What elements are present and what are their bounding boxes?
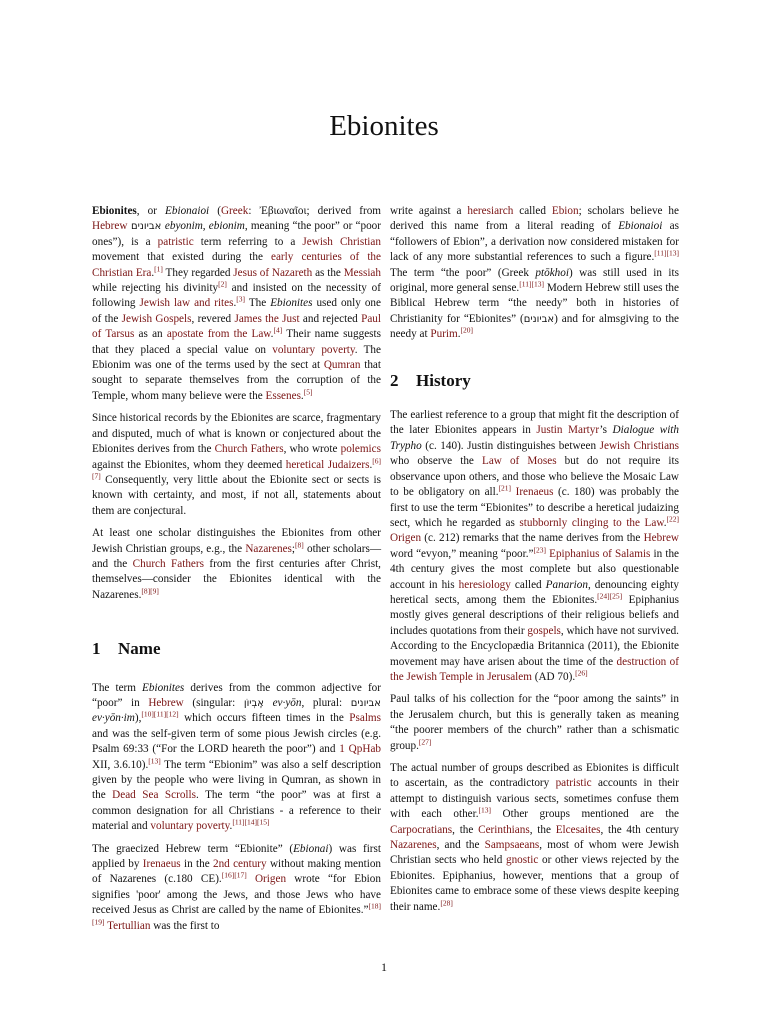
text: against the Ebionites, whom they deemed [92,458,286,471]
link-purim[interactable]: Purim [430,328,458,341]
link-apostate[interactable]: apostate from the Law [166,328,271,341]
text: . [233,297,237,310]
text: . [229,820,233,833]
text-italic: Dialogue with Trypho [390,424,679,452]
history-paragraph-1 [390,408,679,685]
text: They regarded [162,266,234,279]
text: derives from the common adjective for “poor” in [92,681,381,709]
link-dead-sea-scrolls[interactable]: Dead Sea Scrolls [112,789,196,802]
text: Since historical records by the Ebionites are scarce, fragmentary and disputed, much of what is known or conjectured about the Ebionites derives from the [92,412,381,456]
section-number: 2 [390,370,399,390]
citation[interactable]: [2] [218,279,227,289]
text: . [300,389,304,402]
text: without making mention of Nazarenes (c.180 CE). [92,858,382,886]
link-early-centuries[interactable]: early centuries of the Christian Era [92,251,381,279]
term-bold: Ebionites [92,205,137,217]
link-jewish-christians[interactable]: Jewish Christians [599,439,680,452]
text: , the [452,823,479,836]
link-sampsaeans[interactable]: Sampsaeans [484,839,540,852]
link-elcesaites[interactable]: Elcesaites [555,823,601,836]
text-italic: Ebionites [142,681,185,694]
text: , which have not survived. According to the Encyclopædia Britannica (2011), the Ebionite movement may have arisen about the time of the [390,624,679,668]
text: The graecized Hebrew term “Ebionite” ( [92,842,294,855]
page-title: Ebionites [329,110,439,142]
text: , denouncing eighty heretical sects, among them the Ebionites. [390,578,679,606]
citation[interactable]: [8] [295,539,304,549]
link-cerinthians[interactable]: Cerinthians [478,823,530,836]
text: which occurs fifteen times in the [178,712,350,725]
text: term referring to a [193,235,303,248]
citation[interactable]: [26] [575,668,588,678]
link-carpocratians[interactable]: Carpocratians [390,823,453,836]
text: . [270,328,274,341]
text: ) was first applied by [92,842,381,871]
text: and was the self-given term of some pious Jewish circles (e.g. Psalm 69:33 (“For the LORD heareth the poor”) and [92,727,381,756]
hebrew-text: אֶבְיוֹן [243,697,264,709]
link-tertullian[interactable]: Tertullian [107,919,151,932]
citation[interactable]: [23] [533,544,547,554]
text: . [663,516,667,529]
text: Modern Hebrew still uses the Biblical Hebrew term “the needy” both in histories of Christianity for “Ebionites” ( [390,282,679,325]
link-patristic[interactable]: patristic [157,235,194,248]
citation[interactable]: [21] [498,483,512,493]
text: The term “the poor” (Greek [390,266,536,279]
text-italic: ev·yōn [264,696,302,709]
link-stubbornly-clinging[interactable]: stubbornly clinging to the Law [519,516,664,529]
text-italic: Ebionaioi [165,205,210,217]
text-italic: Ebionai [293,842,329,855]
section-number: 1 [92,639,101,659]
text: ’s [599,424,613,437]
text-italic: Ebionites [270,297,313,310]
text: , who wrote [283,443,341,456]
link-polemics[interactable]: polemics [340,443,381,456]
link-gospels[interactable]: gospels [527,624,561,637]
text: who observe the [390,455,482,468]
link-irenaeus[interactable]: Irenaeus [142,858,181,871]
text: At least one scholar distinguishes the Ebionites from other Jewish Christian groups, e.g., the [92,527,381,555]
text: that sought to separate themselves from the corruption of the Temple, whom many believe were the [92,359,381,402]
link-heresiarch[interactable]: heresiarch [467,205,514,217]
citation[interactable]: [20] [460,325,474,335]
text: Their name suggests that they placed a special value on [92,328,381,356]
link-heretical-judaizers[interactable]: heretical Judaizers [285,458,370,471]
text: used only one of the [92,297,381,325]
text: movement that existed during the [92,251,271,264]
text: or other views rejected by the Ebionites. Epiphanius, however, mentions that a group of Ebionites came to embrace some of these views despite keeping their name. [390,854,679,913]
text: in the 4th century gives the most complete but also questionable account in his [390,547,679,591]
text: and rejected [299,312,362,325]
link-2nd-century[interactable]: 2nd century [212,858,267,871]
text: was the first to [150,919,220,932]
text: word “evyon,” meaning “poor.” [390,547,534,560]
text: ( [209,205,221,217]
text: , or [136,205,166,217]
link-psalms[interactable]: Psalms [349,712,381,725]
text: (c. 180) was probably the first to use the term “Ebionites” to describe a heretical judaizing sect, which he regarded as [390,486,680,529]
citation[interactable]: [27] [418,736,432,746]
text: called [513,205,552,217]
section-heading-name [92,639,381,659]
section-title: History [416,370,471,390]
link-heresiology[interactable]: heresiology [458,578,511,591]
name-paragraph-2-continued [390,204,679,343]
text-italic: Panarion [545,578,588,591]
page-number: 1 [381,960,387,974]
history-paragraph-3 [390,761,679,915]
link-irenaeus[interactable]: Irenaeus [515,486,554,499]
text: . [369,458,373,471]
link-epiphanius[interactable]: Epiphanius of Salamis [549,547,651,560]
citation[interactable]: [6][7] [92,455,381,481]
link-jewish-law[interactable]: Jewish law and rites [139,297,234,310]
link-greek[interactable]: Greek [220,205,249,217]
text: (c. 212) remarks that the name derives from the [421,532,644,545]
text: accounts in their attempt to distinguish various sects, sometimes confuse them with each other. [390,777,679,821]
text: ) and for almsgiving to the needy at [390,312,679,341]
citation[interactable]: [13] [148,755,161,765]
text: but do not require its observance upon others, and those who believe the Mosaic Law to be obligatory on all. [390,455,679,499]
citation[interactable]: [11][14][15] [232,817,270,827]
section-heading-history [390,370,679,390]
citation[interactable]: [10][11][12] [141,709,179,719]
text: The term [92,681,143,694]
link-destruction-temple[interactable]: destruction of the Jewish Temple in Jerusalem [390,655,680,683]
link-church-fathers[interactable]: Church Fathers [214,443,284,456]
text: as an [134,328,167,341]
text: ) was still used in its original, more general sense. [390,266,679,295]
text: , plural: [301,696,351,709]
citation[interactable]: [5] [303,387,313,397]
text: (c. 140). Justin distinguishes between [421,439,600,452]
intro-paragraph-2 [92,411,381,519]
link-hebrew[interactable]: Hebrew [643,532,679,545]
link-qphab[interactable]: 1 QpHab [339,743,381,756]
text-italic: Ebionaioi [618,220,663,233]
citation[interactable]: [18][19] [92,901,381,926]
citation[interactable]: [11][13] [654,248,679,258]
citation[interactable]: [3] [236,294,246,304]
text: Other groups mentioned are the [491,808,679,821]
text: ), [134,712,142,725]
text: Consequently, very little about the Ebionite sect or sects is known with certainty, and most, if not all, statements about them are conjectural. [92,473,381,517]
link-essenes[interactable]: Essenes [265,389,301,402]
text: The term “Ebionim” was also a self description given by the people who were living in Qumran, as shown in the [92,758,381,802]
text: and insisted on the necessity of following [92,282,381,310]
text-italic: ebyonim, ebionim [164,220,245,233]
text: The [245,297,271,310]
text-italic: ptōkhoi [535,266,569,279]
text [247,873,255,885]
text: from the first centuries after Christ, themselves—consider the Ebionites identical with the Nazarenes. [92,557,381,601]
text: . [151,266,155,279]
citation[interactable]: [24][25] [597,591,623,601]
text: , and the [436,839,485,852]
text: , the [529,823,556,836]
text: called [510,578,546,591]
link-jewish-gospels[interactable]: Jewish Gospels [121,312,192,325]
citation[interactable]: [28] [440,897,453,907]
link-hebrew[interactable]: Hebrew [92,220,128,233]
link-voluntary-poverty[interactable]: voluntary poverty [272,343,355,356]
link-justin-martyr[interactable]: Justin Martyr [536,424,600,437]
text: (AD 70). [531,670,576,683]
text: , meaning “the poor” or “poor ones”), is a [92,220,381,248]
citation[interactable]: [8][9] [141,586,159,596]
name-paragraph-2 [92,842,381,934]
text: . [457,328,461,341]
text: in the [180,858,213,871]
text: wrote “for Ebion signifies 'poor' among the Jews, and those Jews who have received Jesus as Christ are called by the name of Ebionites.” [92,873,381,917]
text: Epiphanius mostly gives general descriptions of their religious beliefs and includes quotations from their [390,593,680,637]
link-church-fathers-2[interactable]: Church Fathers [132,557,204,570]
link-qumran[interactable]: Qumran [323,359,361,372]
link-nazarenes[interactable]: Nazarenes [245,542,292,555]
link-messiah[interactable]: Messiah [343,266,381,279]
text: ; [291,542,296,555]
section-title: Name [118,639,161,659]
link-origen[interactable]: Origen [254,873,287,886]
link-voluntary-poverty[interactable]: voluntary poverty [150,820,230,833]
link-gnostic[interactable]: gnostic [505,854,539,867]
link-origen[interactable]: Origen [390,532,422,545]
text: The actual number of groups described as Ebionites is difficult to ascertain, as the contradictory [390,762,679,790]
link-hebrew[interactable]: Hebrew [148,696,184,709]
link-nazarenes[interactable]: Nazarenes [390,839,437,852]
text: other scholars—and the [92,542,382,570]
citation[interactable]: [13] [478,805,492,815]
text: as the [312,266,344,279]
link-james[interactable]: James the Just [234,312,300,325]
link-ebion[interactable]: Ebion [551,205,579,217]
link-paul[interactable]: Paul of Tarsus [92,312,381,341]
right-column [390,204,679,922]
link-patristic[interactable]: patristic [555,777,592,790]
citation[interactable]: [11][13] [519,279,544,289]
hebrew-text: אביונים [523,313,555,325]
link-jewish-christian[interactable]: Jewish Christian [302,235,381,248]
link-law-of-moses[interactable]: Law of Moses [481,455,557,468]
text: ; scholars believe he derived this name from a literal reading of [390,205,679,233]
text: as “followers of Ebion”, a derivation now considered mistaken for lack of any more substantial references to such a figure. [390,220,679,264]
text: , most of whom were Jewish Christian sects who held [390,839,679,867]
text: : Ἐβιωναῖοι; derived from [248,205,381,217]
text: , revered [191,312,235,325]
text: (singular: [183,696,244,709]
text: . The Ebionim was one of the terms used by the sect at [92,343,381,372]
name-paragraph-1 [92,681,381,835]
link-jesus[interactable]: Jesus of Nazareth [233,266,313,279]
citation[interactable]: [22] [666,514,680,524]
text: while rejecting his divinity [92,282,219,295]
text: Paul talks of his collection for the “poor among the saints” in the Jerusalem church, but this is generally taken as meaning “the poorer members of the church” rather than a schismatic group. [390,693,679,752]
text: The earliest reference to a group that might fit the description of the later Ebionites appears in [390,409,679,437]
history-paragraph-2 [390,692,679,754]
hebrew-text: אביונים [127,221,165,233]
citation[interactable]: [16][17] [221,870,247,880]
citation[interactable]: [1] [154,263,163,273]
citation[interactable]: [4] [273,325,283,335]
text: write against a [390,205,468,217]
intro-paragraph-3 [92,526,381,603]
left-column [92,204,381,941]
text-italic: ev·yōn·im [92,712,135,725]
hebrew-text: אביונים [350,697,381,709]
intro-paragraph-1 [92,204,381,404]
text: , the 4th century [600,823,680,836]
text: XII, 3.6.10). [92,758,149,771]
text: . The term “the poor” was at first a common designation for all Christians - a reference to their material and [92,789,381,833]
